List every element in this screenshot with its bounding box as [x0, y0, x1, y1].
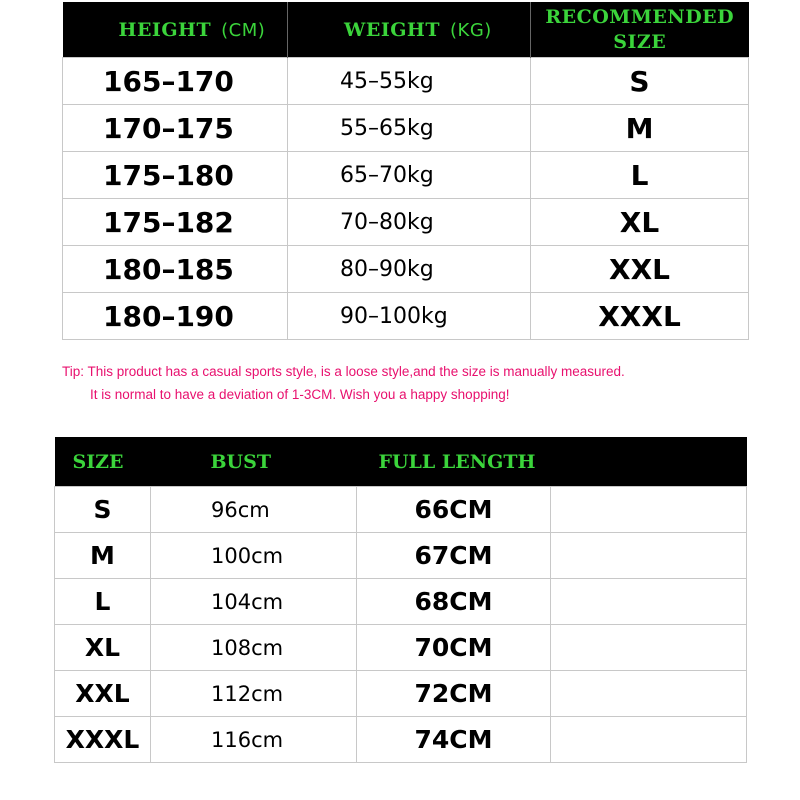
size-cell: XL [55, 625, 151, 671]
height-column-header [63, 2, 288, 58]
table-row [63, 58, 749, 105]
recommended-size-header-line1: RECOMMENDED [545, 5, 735, 28]
weight-header-label: WEIGHT [344, 18, 441, 41]
table-row [55, 487, 747, 533]
full-length-cell: 66CM [357, 487, 551, 533]
table-row [55, 625, 747, 671]
table-row [55, 717, 747, 763]
table-row [55, 579, 747, 625]
size-cell: XL [531, 199, 749, 246]
size-cell: XXXL [531, 293, 749, 340]
height-cell: 170–175 [63, 105, 288, 152]
empty-cell [551, 625, 747, 671]
height-cell: 165–170 [63, 58, 288, 105]
weight-cell: 80–90kg [288, 246, 531, 293]
table-row [63, 293, 749, 340]
tip-line-2: It is normal to have a deviation of 1-3CM. Wish you a happy shopping! [90, 387, 510, 402]
bust-cell: 104cm [151, 579, 357, 625]
table2-header-row [55, 437, 747, 487]
weight-cell: 65–70kg [288, 152, 531, 199]
weight-header-unit: (KG) [450, 19, 492, 41]
tip-line-1: Tip: This product has a casual sports style, is a loose style,and the size is manually measured. [62, 364, 625, 379]
weight-cell: 70–80kg [288, 199, 531, 246]
weight-cell: 55–65kg [288, 105, 531, 152]
bust-cell: 116cm [151, 717, 357, 763]
height-header-label: HEIGHT [118, 18, 212, 41]
full-length-column-header: FULL LENGTH [357, 437, 551, 487]
full-length-cell: 72CM [357, 671, 551, 717]
table-row [63, 246, 749, 293]
height-cell: 180–190 [63, 293, 288, 340]
size-cell: S [531, 58, 749, 105]
bust-cell: 100cm [151, 533, 357, 579]
size-cell: XXL [55, 671, 151, 717]
weight-column-header [288, 2, 531, 58]
full-length-cell: 68CM [357, 579, 551, 625]
bust-cell: 96cm [151, 487, 357, 533]
size-cell: L [55, 579, 151, 625]
full-length-cell: 74CM [357, 717, 551, 763]
empty-cell [551, 487, 747, 533]
full-length-cell: 70CM [357, 625, 551, 671]
size-cell: L [531, 152, 749, 199]
weight-cell: 90–100kg [288, 293, 531, 340]
height-cell: 175–182 [63, 199, 288, 246]
table-row [55, 671, 747, 717]
size-cell: S [55, 487, 151, 533]
size-column-header: SIZE [55, 437, 151, 487]
size-cell: M [531, 105, 749, 152]
table-row [63, 105, 749, 152]
empty-cell [551, 533, 747, 579]
weight-cell: 45–55kg [288, 58, 531, 105]
table1-header-row [63, 2, 749, 58]
size-cell: XXL [531, 246, 749, 293]
size-cell: XXXL [55, 717, 151, 763]
bust-column-header: BUST [151, 437, 357, 487]
height-cell: 180–185 [63, 246, 288, 293]
empty-cell [551, 579, 747, 625]
table-row [55, 533, 747, 579]
height-weight-size-table [62, 2, 749, 340]
bust-cell: 112cm [151, 671, 357, 717]
tip-note [62, 360, 625, 406]
empty-column-header [551, 437, 747, 487]
recommended-size-header-line2: SIZE [613, 30, 667, 53]
empty-cell [551, 671, 747, 717]
table-row [63, 152, 749, 199]
table-row [63, 199, 749, 246]
height-cell: 175–180 [63, 152, 288, 199]
full-length-cell: 67CM [357, 533, 551, 579]
height-header-unit: (CM) [221, 19, 266, 41]
bust-cell: 108cm [151, 625, 357, 671]
empty-cell [551, 717, 747, 763]
size-measurement-table [54, 437, 747, 763]
size-cell: M [55, 533, 151, 579]
recommended-size-column-header [531, 2, 749, 58]
